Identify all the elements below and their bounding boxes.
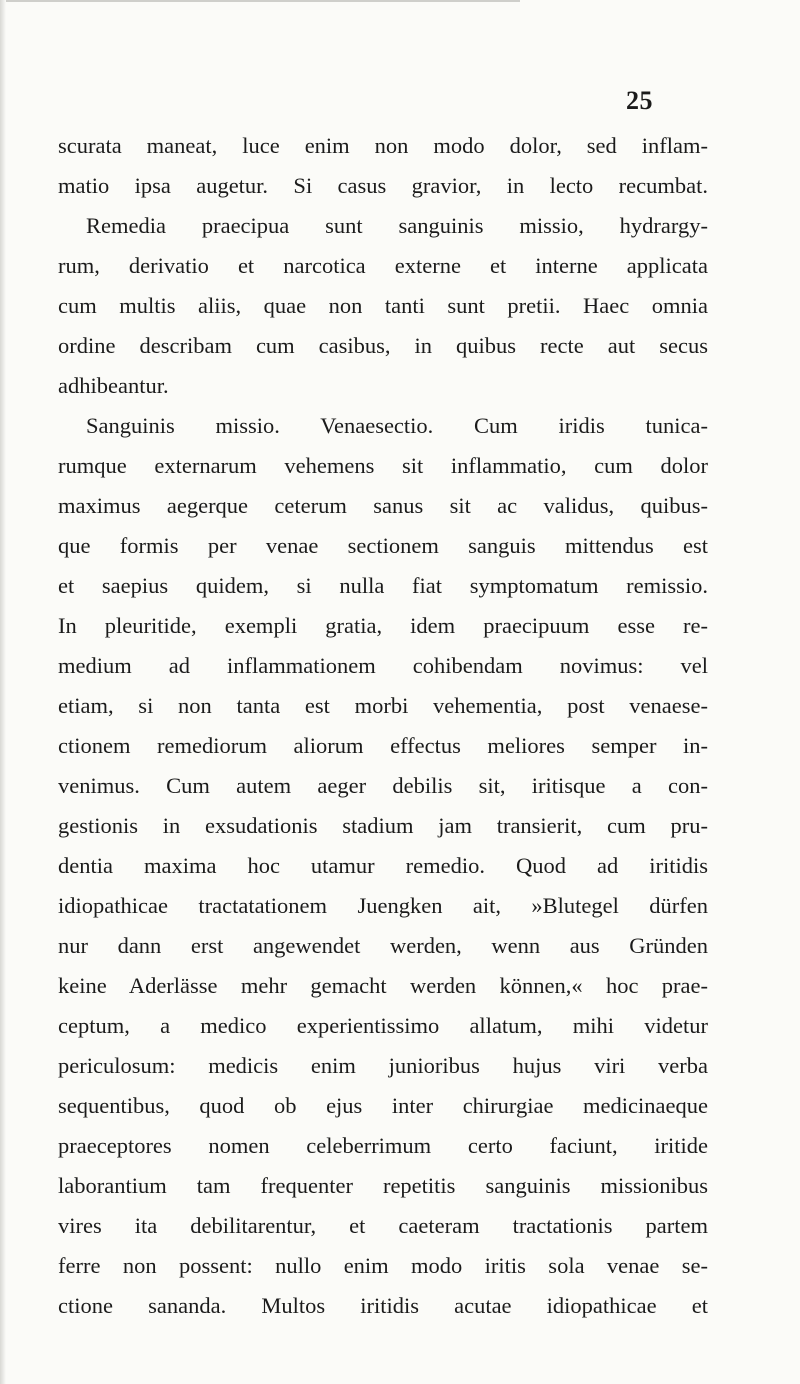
- text-line: periculosum: medicis enim junioribus hujus viri verba: [58, 1053, 708, 1078]
- text-line: idiopathicae tractatationem Juengken ait, »Blutegel dürfen: [58, 893, 708, 918]
- text-line: matio ipsa augetur. Si casus gravior, in lecto recumbat.: [58, 173, 708, 198]
- text-line: scurata maneat, luce enim non modo dolor, sed inflam-: [58, 133, 708, 158]
- text-line: vires ita debilitarentur, et caeteram tractationis partem: [58, 1213, 708, 1238]
- text-line: Sanguinis missio. Venaesectio. Cum iridis tunica-: [86, 413, 708, 438]
- text-line: etiam, si non tanta est morbi vehementia, post venaese-: [58, 693, 708, 718]
- page-number: 25: [626, 86, 653, 115]
- text-line: keine Aderlässe mehr gemacht werden können,« hoc prae-: [58, 973, 708, 998]
- text-line: rum, derivatio et narcotica externe et interne applicata: [58, 253, 708, 278]
- text-line: laborantium tam frequenter repetitis sanguinis missionibus: [58, 1173, 708, 1198]
- text-line: que formis per venae sectionem sanguis mittendus est: [58, 533, 708, 558]
- text-line: ctione sananda. Multos iritidis acutae idiopathicae et: [58, 1293, 708, 1318]
- text-line: dentia maxima hoc utamur remedio. Quod ad iritidis: [58, 853, 708, 878]
- text-line: rumque externarum vehemens sit inflammatio, cum dolor: [58, 453, 708, 478]
- text-line: ordine describam cum casibus, in quibus recte aut secus: [58, 333, 708, 358]
- text-line: ceptum, a medico experientissimo allatum, mihi videtur: [58, 1013, 708, 1038]
- text-line: praeceptores nomen celeberrimum certo faciunt, iritide: [58, 1133, 708, 1158]
- text-line: In pleuritide, exempli gratia, idem praecipuum esse re-: [58, 613, 708, 638]
- text-line: cum multis aliis, quae non tanti sunt pretii. Haec omnia: [58, 293, 708, 318]
- body-text: [58, 126, 708, 1326]
- text-line: ferre non possent: nullo enim modo iritis sola venae se-: [58, 1253, 708, 1278]
- text-line: gestionis in exsudationis stadium jam transierit, cum pru-: [58, 813, 708, 838]
- text-line: adhibeantur.: [58, 373, 169, 398]
- text-line: Remedia praecipua sunt sanguinis missio, hydrargy-: [86, 213, 708, 238]
- text-line: sequentibus, quod ob ejus inter chirurgiae medicinaeque: [58, 1093, 708, 1118]
- text-line: maximus aegerque ceterum sanus sit ac validus, quibus-: [58, 493, 708, 518]
- text-line: medium ad inflammationem cohibendam novimus: vel: [58, 653, 708, 678]
- text-line: venimus. Cum autem aeger debilis sit, iritisque a con-: [58, 773, 708, 798]
- page-binding-edge: [0, 0, 6, 1384]
- text-line: nur dann erst angewendet werden, wenn aus Gründen: [58, 933, 708, 958]
- text-line: et saepius quidem, si nulla fiat symptomatum remissio.: [58, 573, 708, 598]
- text-line: ctionem remediorum aliorum effectus meliores semper in-: [58, 733, 708, 758]
- top-edge-rule: [0, 0, 520, 2]
